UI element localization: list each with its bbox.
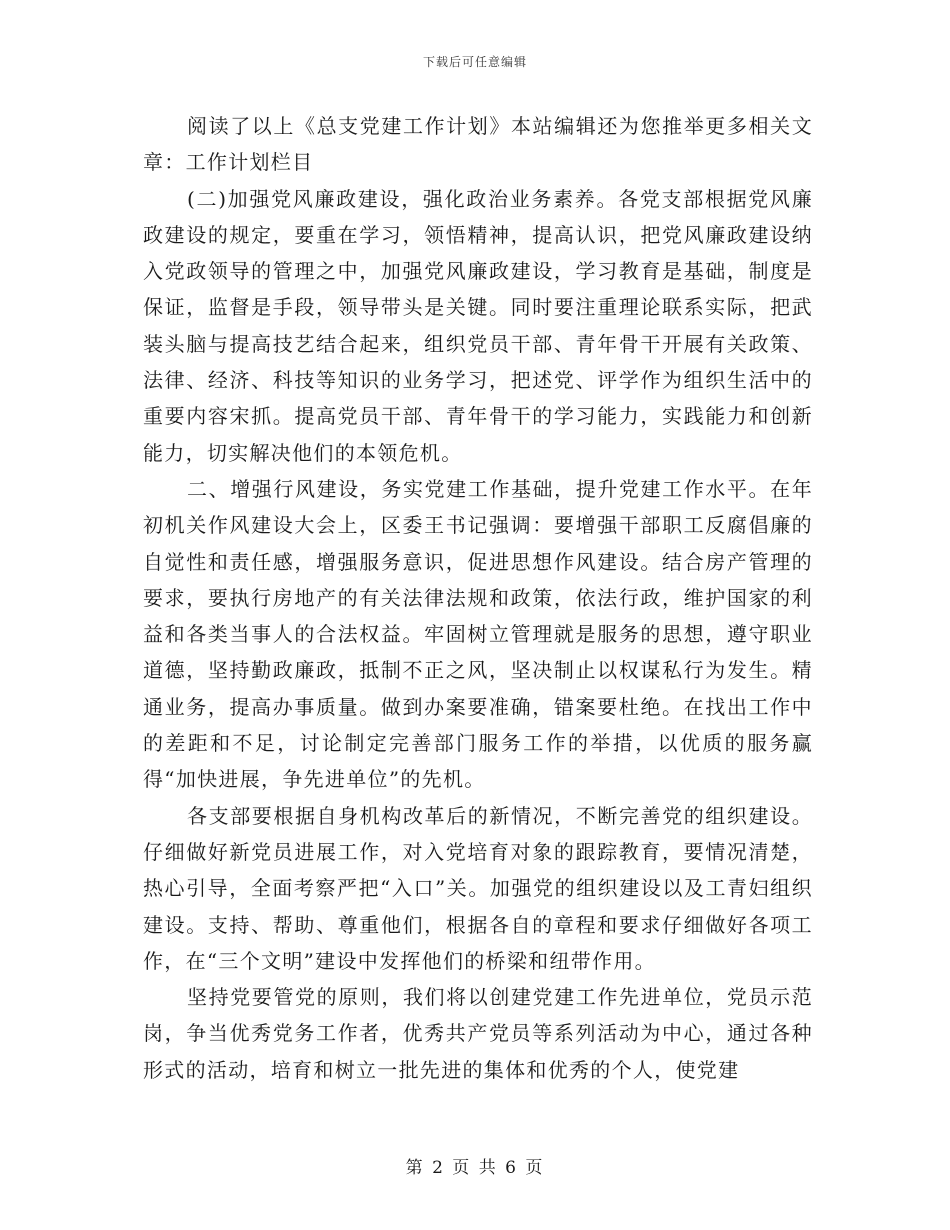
paragraph-recommendation: 阅读了以上《总支党建工作计划》本站编辑还为您推举更多相关文章：工作计划栏目	[143, 114, 813, 175]
paragraph-organization: 各支部要根据自身机构改革后的新情况，不断完善党的组织建设。仔细做好新党员进展工作，对入党培育对象的跟踪教育，要情况清楚，热心引导，全面考察严把“入口”关。加强党的组织建设以及工青妇组织建设。支持、帮助、尊重他们，根据各自的章程和要求仔细做好各项工作，在“三个文明”建设中发挥他们的桥梁和纽带作用。	[143, 803, 813, 973]
paragraph-industry-style: 二、增强行风建设，务实党建工作基础，提升党建工作水平。在年初机关作风建设大会上，区委王书记强调：要增强干部职工反腐倡廉的自觉性和责任感，增强服务意识，促进思想作风建设。结合房产管理的要求，要执行房地产的有关法律法规和政策，依法行政，维护国家的利益和各类当事人的合法权益。牢固树立管理就是服务的思想，遵守职业道德，坚持勤政廉政，抵制不正之风，坚决制止以权谋私行为发生。精通业务，提高办事质量。做到办案要准确，错案要杜绝。在找出工作中的差距和不足，讨论制定完善部门服务工作的举措，以优质的服务赢得“加快进展，争先进单位”的先机。	[143, 476, 813, 792]
paragraph-party-style: (二)加强党风廉政建设，强化政治业务素养。各党支部根据党风廉政建设的规定，要重在学习，领悟精神，提高认识，把党风廉政建设纳入党政领导的管理之中，加强党风廉政建设，学习教育是基础，制度是保证，监督是手段，领导带头是关键。同时要注重理论联系实际，把武装头脑与提高技艺结合起来，组织党员干部、青年骨干开展有关政策、法律、经济、科技等知识的业务学习，把述党、评学作为组织生活中的重要内容宋抓。提高党员干部、青年骨干的学习能力，实践能力和创新能力，切实解决他们的本领危机。	[143, 186, 813, 465]
page-header-note: 下载后可任意编辑	[422, 55, 527, 69]
document-body	[143, 108, 813, 1088]
page-number: 第 2 页 共 6 页	[405, 1158, 545, 1178]
paragraph-principle: 坚持党要管党的原则，我们将以创建党建工作先进单位，党员示范岗，争当优秀党务工作者，优秀共产党员等系列活动为中心，通过各种形式的活动，培育和树立一批先进的集体和优秀的个人，使党建	[143, 985, 813, 1082]
